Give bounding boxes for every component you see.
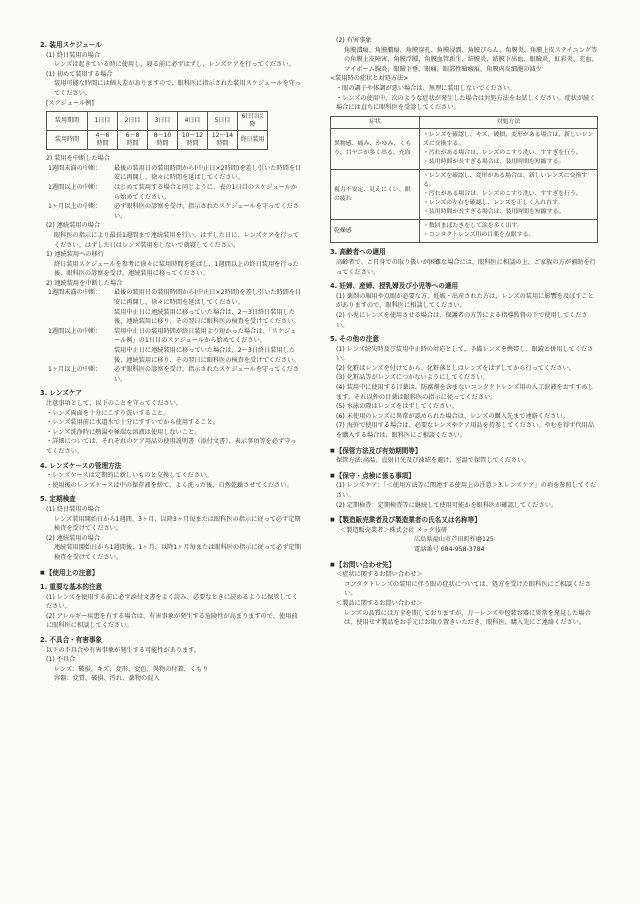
subsection-heading: (1) 終日装用の場合 — [46, 51, 101, 59]
interrupt-row — [40, 164, 302, 183]
symptom-row — [331, 170, 598, 220]
interrupt-row — [40, 327, 302, 346]
subsection-heading: 2) 連続装用を中断した場合 — [46, 279, 123, 287]
subsection-heading: ＜症状に関するお問い合わせ＞ — [336, 571, 423, 579]
subsection-heading: 1) 連続装用への移行 — [46, 251, 104, 259]
manufacturer-name: ＜製造販売業者＞株式会社 メック技研 — [340, 526, 448, 534]
section-banner: ■ 【保管方法及び有効期間等】 — [330, 447, 598, 457]
list-item: (3) 化粧品等がレンズにつかないようにしてください。 — [336, 374, 489, 382]
interrupt-row — [40, 288, 302, 307]
paragraph: レンズは起きている時に使用し、寝る前に必ずはずし、レンズケアを行ってください。 — [54, 61, 295, 69]
section-title: 2. 装用スケジュール — [40, 41, 102, 49]
paragraph: 角膜潰瘍、角膜膿瘍、角膜穿孔、角膜浸潤、角膜びらん、角膜炎、角膜上皮ステイニング等の角膜上皮障害、角膜浮腫、角膜血管新生、結膜炎、結膜下出血、眼瞼炎、虹彩炎、充血、マイボーム腺炎、眼瞼下垂、眼痛、眼部性瞼瘢痕、角膜内皮細胞の減少 — [344, 46, 598, 73]
interrupt-key: 1ヶ月以上の中断： — [48, 366, 102, 374]
schedule-hours: 4〜6 時間 — [88, 131, 118, 150]
section-title: 1. 重要な基本的注意 — [40, 583, 103, 592]
schedule-day: 6日目以降 — [238, 112, 268, 131]
manufacturer-phone: 電話番号 084-958-3784 — [414, 545, 485, 553]
schedule-hours: 12〜14 時間 — [208, 131, 238, 150]
interrupt-value: はじめて装用する場合と同じように、表の1日目のスケジュールから始めてください。 — [114, 183, 298, 201]
list-item: (4) 装用中に使用する目薬は、防腐剤を含まないコンタクトレンズ用の人工涙液をおすすめします。それ以外の目薬は眼科医の指示に従ってください。 — [336, 384, 594, 401]
symptom-header: 症状 — [331, 116, 420, 129]
schedule-hours: 終日装用 — [238, 131, 268, 150]
remedy-cell: ・レンズを確認し、変形がある場合は、新しいレンズに交換する。 ・汚れがある場合は、レンズのこすり洗い、すすぎを行う。 ・レンズの左右を確認し、レンズを正しく入れ直す。 ・装用時間が長すぎる場合は、装用時間を短縮する。 — [420, 170, 598, 220]
paragraph: 保管方法:高温、直射日光及び凍結を避け、室温で保管してください。 — [336, 457, 530, 465]
paragraph: レンズ：破損、キズ、変形、変色、異物の付着、くもり — [54, 665, 209, 673]
schedule-table — [46, 111, 268, 150]
list-item: ・レンズ両面を十分にこすり洗いすること。 — [46, 409, 170, 417]
list-item: (2) 小児にレンズを使用させる場合は、保護者の方等による指導監督の下で使用してください。 — [336, 311, 588, 329]
subsection-heading: 2) 装用を中断した場合 — [46, 155, 111, 163]
symptom-cell: 視力不安定、見えにくい、眼の疲れ — [331, 170, 420, 220]
paragraph: コンタクトレンズの装用に伴う眼の症状については、処方を受けた眼科医にご相談ください。 — [344, 580, 591, 598]
subsection-heading: (2) 有害事象 — [336, 37, 372, 44]
section-title: 4. 妊婦、産婦、授乳婦及び小児等への適用 — [330, 282, 459, 291]
paragraph: 注意事項として、以下のことを守ってください。 — [46, 400, 182, 407]
interrupt-key: 1ヶ月以上の中断： — [48, 203, 102, 211]
list-item: (7) 海外で使用する場合は、必要なレンズやケア用品を持参してください。やむを得ず代用品を購入する場合は、眼科医にご相談ください。 — [336, 422, 594, 440]
subsection-heading: (2) 連続装用の場合 — [46, 534, 101, 542]
symptom-row — [331, 129, 598, 170]
section-title: 3. レンズケア — [40, 389, 82, 398]
list-item: ・詳細については、それぞれのケア用品の使用説明書（添付文書）、表示事項等を必ず守ってください。 — [46, 438, 297, 455]
subsection-heading: ＜製品に関するお問い合わせ＞ — [336, 599, 423, 607]
section-banner: ■ 【使用上の注意】 — [40, 569, 302, 579]
interrupt-value: 最後の装用日の装用時間から(中止日×2時間)を差し引いた時間を目安に再開し、徐々に時間を延ばしてください。 — [114, 164, 302, 182]
paragraph: 眼科医の指示により最長1週間まで連続装用を行い、はずした日に、レンズケアを行ってください。はずした日はレンズ装用をしないで就寝してください。 — [54, 231, 299, 249]
interrupt-value: 装用中止日に連続装用に移っていた場合は、2〜3日終日装用した後、連続装用に移り、その翌日に眼科医の検査を受けてください。 — [114, 347, 300, 364]
manufacturer-block — [340, 526, 598, 555]
remedy-cell: ・レンズを確認し、キズ、破損、変形がある場合は、新しいレンズに交換する。 ・汚れがある場合は、レンズのこすり洗い、すすぎを行う。 ・装用時間が長すぎる場合は、装用時間を短縮する。 — [420, 129, 598, 170]
list-item: (1) レンズを使用する前に必ず添付文書をよく読み、必要なときに読めるように保管してください。 — [46, 593, 299, 611]
left-column — [40, 36, 302, 684]
section-banner: ■ 【保守・点検に係る事項】 — [330, 472, 598, 482]
list-item: (2) アレルギー疾患を有する場合は、有害事象が発生する危険性が高まりますので、使用前に眼科医に相談してください。 — [46, 612, 298, 630]
interrupt-value: 最後の装用日の装用時間から(中止日×2時間)を差し引いた時間を目安に再開し、徐々に時間を延ばしてください。 — [114, 289, 302, 307]
interrupt-value: 必ず眼科医の診察を受け、指示されたスケジュールを守ってください。 — [114, 366, 300, 383]
subsection-heading: (1) 不具合 — [46, 656, 76, 664]
list-item: ・眼の調子や体調が悪い場合は、無理に装用しないでください。 — [336, 84, 516, 92]
schedule-day: 3日目 — [148, 112, 178, 131]
section-title: 2. 不具合・有害事象 — [40, 636, 103, 645]
manufacturer-address: 広島県福山市芦田町柞磨125 — [414, 536, 494, 544]
symptom-cell: 異物感、痛み、かゆみ、くもり、目ヤニが多く出る、充血 — [331, 129, 420, 170]
schedule-day: 2日目 — [118, 112, 148, 131]
right-column — [330, 36, 598, 628]
interrupt-row — [40, 346, 302, 365]
schedule-row-head: 装用時間 — [47, 131, 88, 150]
interrupt-value: 必ず眼科医の診察を受け、指示されたスケジュールを守ってください。 — [114, 203, 300, 220]
subsection-heading: (2) 連続装用の場合 — [46, 222, 101, 230]
interrupt-key — [40, 346, 114, 365]
paragraph: 終日装用スケジュールを参考に徐々に装用時間を延ばし、1週間以上の終日装用を行った後、眼科医の診察を受け、連続装用に移ってください。 — [54, 260, 299, 278]
subsection-heading: (1) 終日装用の場合 — [46, 505, 101, 513]
list-item: ・使用後のレンズケースは中の保存液を捨て、よく洗った後、自然乾燥させてください。 — [46, 481, 293, 489]
paragraph: レンズの品質には万全を期しておりますが、万一レンズや包装容器に異常を発見した場合は、使用せず製品をお手元にお取り置きいただき、眼科医、購入先にご連絡ください。 — [344, 609, 591, 627]
paragraph: 高齢者で、ご自身での取り扱いが困難な場合には、眼科医に相談の上、ご家族の方が補助を行ってください。 — [336, 258, 596, 276]
schedule-label: [スケジュール例] — [46, 99, 94, 107]
paragraph: 以下の不具合や有害事象が発生する可能性があります。 — [46, 646, 201, 654]
list-item: (2) 化粧はレンズを付けてから、化粧落としはレンズをはずしてから行ってください。 — [336, 364, 575, 372]
list-item: ・レンズの使用中、次のような症状が発生した場合は対処方法をお試しください。症状が続く場合には直ちに眼科医を受診してください。 — [336, 94, 596, 112]
paragraph: レンズ装用開始日から1週間、3ヶ月、以降3ヶ月毎または眼科医の指示に従って必ず定期検査を受けてください。 — [54, 515, 301, 533]
remedy-cell: ・数回まばたきをして涙を多く出す。 ・コンタクトレンズ用の目薬を点眼する。 — [420, 220, 598, 243]
list-item: ・レンズ装用前に水道水で十分にすすいでから使用すること。 — [46, 419, 219, 427]
schedule-hours: 10〜12 時間 — [178, 131, 208, 150]
subsection-heading: <装用時の症状と対処方法> — [330, 75, 409, 83]
list-item: (1) レンズケア：「＜使用方法等に関連する使用上の注意＞3.レンズケア」の項を参照してください。 — [336, 482, 597, 499]
subsection-heading: (1) 初めて装用する場合 — [46, 70, 113, 78]
list-item: (2) 定期検査：定期検査等に継続して使用可能かを眼科医が確認してください。 — [336, 501, 558, 509]
interrupt-row — [40, 308, 302, 327]
interrupt-key: 1週間未満の中断： — [48, 289, 102, 297]
schedule-hours: 6〜8 時間 — [118, 131, 148, 150]
interrupt-key: 1週間以上の中断： — [48, 327, 102, 335]
interrupt-key: 1週間以上の中断： — [48, 183, 102, 191]
list-item: ・レンズ洗浄時に熱湯や極端な溶液は使用しないこと。 — [46, 428, 201, 436]
schedule-day: 1日目 — [88, 112, 118, 131]
remedy-header: 対処方法 — [420, 116, 598, 129]
schedule-day: 5日目 — [208, 112, 238, 131]
schedule-hours: 8〜10 時間 — [148, 131, 178, 150]
interrupt-key — [40, 308, 114, 327]
interrupt-row — [40, 183, 302, 202]
section-banner: ■ 【お問い合わせ先】 — [330, 561, 598, 571]
interrupt-row — [40, 202, 302, 221]
interrupt-value: 装用中止日の装用時間が終日装用より短かった場合は、「スケジュール例」の1日目のスケジュールから始めてください。 — [114, 327, 297, 345]
symptom-row — [331, 220, 598, 243]
list-item: (5) 水泳の際はレンズをはずしてください。 — [336, 403, 458, 411]
paragraph: 装用可能な時間には個人差がありますので、眼科医に指示された装用スケジュールを守ってください。 — [54, 80, 302, 97]
list-item: (1) レンズ紛失時及び装用中止時の対応として、予備レンズを携帯し、眼鏡と併用してください。 — [336, 345, 594, 363]
schedule-days-row — [47, 112, 268, 131]
list-item: (1) 薬剤の服用や点眼が必要な方、妊娠・出産された方は、レンズの装用に影響を及ぼすことがありますので、眼科医に相談してください。 — [336, 292, 594, 310]
symptom-cell: 乾燥感 — [331, 220, 420, 243]
list-item: ・レンズケースは定期的に新しいものと交換してください。 — [46, 472, 213, 480]
schedule-row-head: 装用期間 — [47, 112, 88, 131]
schedule-day: 4日目 — [178, 112, 208, 131]
symptom-header-row — [331, 116, 598, 129]
section-title: 4. レンズケースの管理方法 — [40, 461, 122, 470]
interrupt-key: 1週間未満の中断： — [48, 164, 102, 172]
list-item: (6) 未使用のレンズに異常が認められた場合は、レンズの購入先まで連絡ください。 — [336, 412, 569, 420]
symptom-table — [330, 116, 598, 244]
section-banner: ■ 【製造販売業者及び製造業者の氏名又は名称等】 — [330, 516, 598, 526]
section-title: 3. 高齢者への適用 — [330, 248, 386, 257]
section-title: 5. その他の注意 — [330, 335, 379, 344]
section-title: 5. 定期検査 — [40, 495, 76, 504]
interrupt-row — [40, 365, 302, 384]
paragraph: 連続装用開始日から1週間後、1ヶ月、以降1ヶ月毎または眼科医の指示に従って必ず定期検査を受けてください。 — [54, 544, 301, 561]
paragraph: 容器：変質、破損、汚れ、薬物の混入 — [54, 675, 160, 683]
interrupt-value: 装用中止日に連続装用に移っていた場合は、2〜3日終日装用した後、連続装用に移り、その翌日に眼科医の検査を受けてください。 — [114, 308, 300, 326]
schedule-hours-row — [47, 131, 268, 150]
